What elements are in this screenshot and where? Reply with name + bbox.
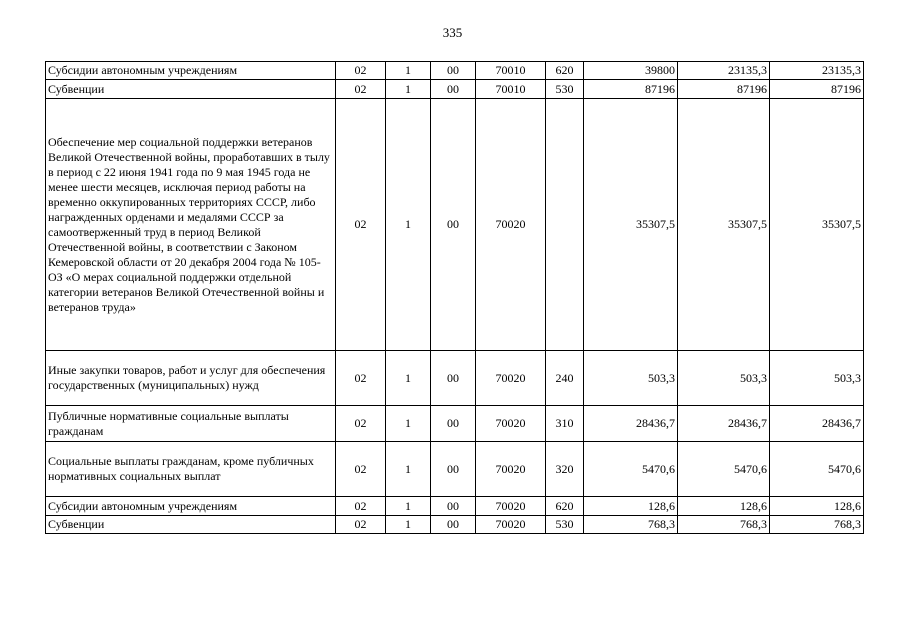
code-cell: 02 — [336, 99, 386, 351]
table-row — [46, 406, 864, 442]
page-number: 335 — [442, 25, 463, 40]
value-cell: 35307,5 — [770, 99, 864, 351]
code-cell: 70020 — [476, 442, 546, 497]
budget-table — [45, 61, 864, 534]
code-cell: 02 — [336, 516, 386, 534]
code-cell: 70020 — [476, 516, 546, 534]
value-cell: 39800 — [584, 62, 678, 80]
code-cell: 00 — [431, 442, 476, 497]
code-cell: 1 — [386, 351, 431, 406]
code-cell: 00 — [431, 62, 476, 80]
code-cell: 00 — [431, 99, 476, 351]
code-cell: 02 — [336, 80, 386, 99]
code-cell: 70020 — [476, 497, 546, 516]
code-cell: 1 — [386, 406, 431, 442]
code-cell: 530 — [546, 80, 584, 99]
table-row — [46, 62, 864, 80]
code-cell: 1 — [386, 497, 431, 516]
table-row — [46, 516, 864, 534]
table-row — [46, 351, 864, 406]
code-cell: 02 — [336, 351, 386, 406]
code-cell: 1 — [386, 442, 431, 497]
code-cell: 00 — [431, 351, 476, 406]
table-row — [46, 99, 864, 351]
code-cell: 02 — [336, 497, 386, 516]
value-cell: 503,3 — [584, 351, 678, 406]
code-cell: 70020 — [476, 406, 546, 442]
table-row — [46, 80, 864, 99]
row-name: Иные закупки товаров, работ и услуг для обеспечения государственных (муниципальных) нужд — [46, 351, 336, 406]
value-cell: 87196 — [584, 80, 678, 99]
code-cell: 70010 — [476, 80, 546, 99]
code-cell: 620 — [546, 62, 584, 80]
value-cell: 28436,7 — [584, 406, 678, 442]
row-name: Социальные выплаты гражданам, кроме публичных нормативных социальных выплат — [46, 442, 336, 497]
code-cell: 1 — [386, 516, 431, 534]
code-cell: 70020 — [476, 99, 546, 351]
code-cell: 530 — [546, 516, 584, 534]
value-cell: 23135,3 — [770, 62, 864, 80]
value-cell: 87196 — [770, 80, 864, 99]
table-row — [46, 442, 864, 497]
code-cell: 70010 — [476, 62, 546, 80]
row-name: Субвенции — [46, 516, 336, 534]
code-cell: 02 — [336, 442, 386, 497]
code-cell: 00 — [431, 80, 476, 99]
row-name: Обеспечение мер социальной поддержки ветеранов Великой Отечественной войны, проработавших в тылу в период с 22 июня 1941 года по 9 мая 1945 года не менее шести месяцев, исключая период работы на временно оккупированных территориях СССР, либо награжденных орденами и медалями СССР за самоотверженный труд в период Великой Отечественной войны, в соответствии с Законом Кемеровской области от 20 декабря 2004 года № 105-ОЗ «О мерах социальной поддержки отдельной категории ветеранов Великой Отечественной войны и ветеранов труда» — [46, 99, 336, 351]
code-cell: 1 — [386, 99, 431, 351]
value-cell: 87196 — [678, 80, 770, 99]
code-cell: 02 — [336, 406, 386, 442]
value-cell: 35307,5 — [678, 99, 770, 351]
code-cell — [546, 99, 584, 351]
table-row — [46, 497, 864, 516]
value-cell: 23135,3 — [678, 62, 770, 80]
code-cell: 00 — [431, 497, 476, 516]
value-cell: 768,3 — [584, 516, 678, 534]
value-cell: 128,6 — [584, 497, 678, 516]
value-cell: 768,3 — [770, 516, 864, 534]
value-cell: 28436,7 — [770, 406, 864, 442]
code-cell: 1 — [386, 80, 431, 99]
value-cell: 28436,7 — [678, 406, 770, 442]
value-cell: 128,6 — [770, 497, 864, 516]
value-cell: 128,6 — [678, 497, 770, 516]
code-cell: 320 — [546, 442, 584, 497]
code-cell: 240 — [546, 351, 584, 406]
row-name: Публичные нормативные социальные выплаты гражданам — [46, 406, 336, 442]
code-cell: 00 — [431, 406, 476, 442]
code-cell: 00 — [431, 516, 476, 534]
value-cell: 5470,6 — [584, 442, 678, 497]
row-name: Субвенции — [46, 80, 336, 99]
value-cell: 5470,6 — [678, 442, 770, 497]
row-name: Субсидии автономным учреждениям — [46, 62, 336, 80]
code-cell: 02 — [336, 62, 386, 80]
code-cell: 70020 — [476, 351, 546, 406]
value-cell: 503,3 — [678, 351, 770, 406]
value-cell: 503,3 — [770, 351, 864, 406]
code-cell: 620 — [546, 497, 584, 516]
code-cell: 1 — [386, 62, 431, 80]
value-cell: 35307,5 — [584, 99, 678, 351]
value-cell: 768,3 — [678, 516, 770, 534]
value-cell: 5470,6 — [770, 442, 864, 497]
row-name: Субсидии автономным учреждениям — [46, 497, 336, 516]
code-cell: 310 — [546, 406, 584, 442]
